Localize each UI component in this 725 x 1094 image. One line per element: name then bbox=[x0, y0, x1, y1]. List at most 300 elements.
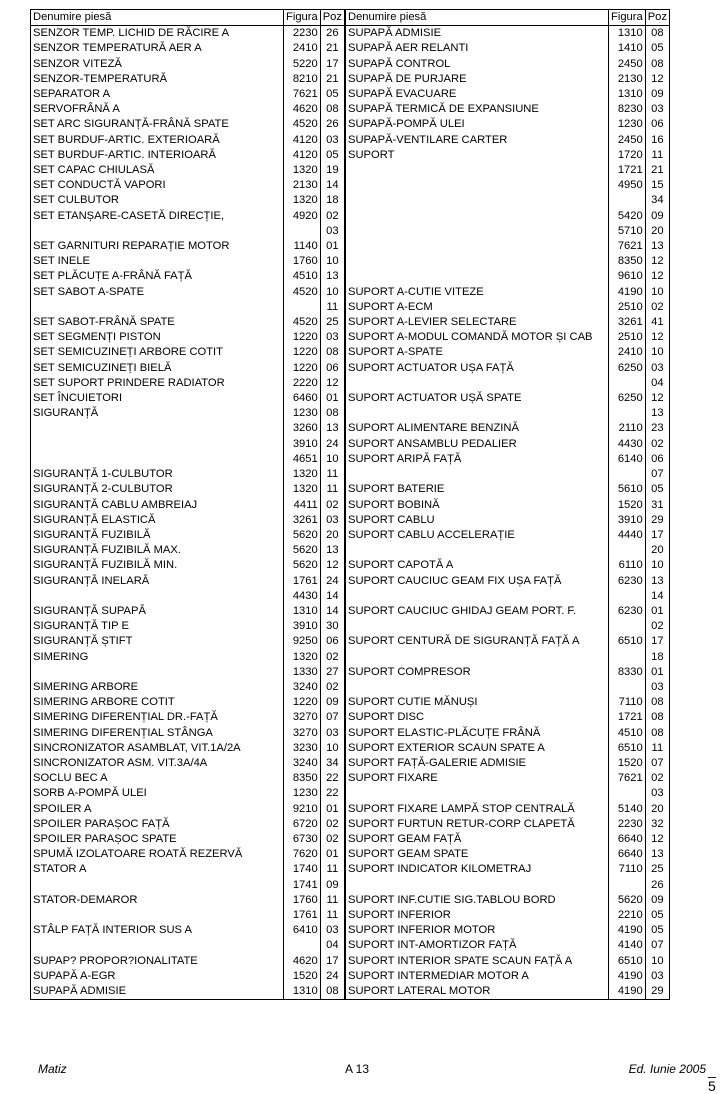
position-number-right: 02 bbox=[651, 437, 664, 450]
figure-number-right: 4950 bbox=[609, 178, 646, 193]
part-name bbox=[31, 300, 284, 315]
table-row bbox=[31, 26, 670, 42]
table-row bbox=[31, 817, 670, 832]
position-number-right: 08 bbox=[651, 27, 664, 40]
part-name: SIGURANȚĂ FUZIBILĂ MAX. bbox=[31, 543, 284, 558]
position-number: 09 bbox=[320, 878, 345, 893]
figure-number-right bbox=[609, 376, 646, 391]
table-row bbox=[31, 102, 670, 117]
position-number-right: 09 bbox=[651, 893, 664, 906]
figure-number bbox=[284, 300, 321, 315]
figure-number: 1320 bbox=[284, 482, 321, 497]
position-number: 02 bbox=[320, 498, 345, 513]
table-row bbox=[31, 832, 670, 847]
table-row bbox=[31, 452, 670, 467]
part-name: SET GARNITURI REPARAȚIE MOTOR bbox=[31, 239, 284, 254]
position-number: 02 bbox=[320, 650, 345, 665]
part-name: SET CULBUTOR bbox=[31, 193, 284, 208]
figure-number-right: 2110 bbox=[609, 421, 646, 436]
table-header-row bbox=[31, 10, 670, 26]
figure-number: 1760 bbox=[284, 893, 321, 908]
figure-number-right bbox=[609, 878, 646, 893]
part-name-right: SUPAPĂ-POMPĂ ULEI bbox=[345, 117, 609, 132]
position-number-right: 01 bbox=[651, 665, 664, 678]
position-number-right: 10 bbox=[651, 285, 664, 298]
position-number: 05 bbox=[320, 87, 345, 102]
figure-number-right bbox=[609, 619, 646, 634]
table-row bbox=[31, 984, 670, 1000]
position-number: 34 bbox=[320, 756, 345, 771]
part-name-right bbox=[345, 193, 609, 208]
position-number-right: 08 bbox=[651, 726, 664, 739]
position-number-right: 29 bbox=[651, 985, 664, 997]
position-number-right: 11 bbox=[651, 148, 664, 161]
part-name-right: SUPORT BATERIE bbox=[345, 482, 609, 497]
part-name: SET CONDUCTĂ VAPORI bbox=[31, 178, 284, 193]
position-number-right: 34 bbox=[651, 194, 664, 207]
table-row bbox=[31, 269, 670, 284]
part-name-right bbox=[345, 543, 609, 558]
part-name-right: SUPORT ACTUATOR UȘA FAȚĂ bbox=[345, 361, 609, 376]
part-name-right: SUPORT CAUCIUC GHIDAJ GEAM PORT. F. bbox=[345, 604, 609, 619]
table-row bbox=[31, 878, 670, 893]
figure-number: 1320 bbox=[284, 650, 321, 665]
table-row bbox=[31, 619, 670, 634]
position-number: 01 bbox=[320, 802, 345, 817]
figure-number: 3270 bbox=[284, 710, 321, 725]
position-number: 30 bbox=[320, 619, 345, 634]
table-row bbox=[31, 163, 670, 178]
position-number: 12 bbox=[320, 558, 345, 573]
part-name-right bbox=[345, 254, 609, 269]
table-row bbox=[31, 406, 670, 421]
position-number-right: 05 bbox=[651, 483, 664, 496]
table-row bbox=[31, 513, 670, 528]
part-name-right: SUPAPĂ-VENTILARE CARTER bbox=[345, 133, 609, 148]
page-footer bbox=[30, 1062, 716, 1078]
table-row bbox=[31, 57, 670, 72]
part-name-right: SUPORT A-MODUL COMANDĂ MOTOR ȘI CAB bbox=[345, 330, 609, 345]
position-number: 27 bbox=[320, 665, 345, 680]
figure-number-right: 1720 bbox=[609, 148, 646, 163]
table-row bbox=[31, 315, 670, 330]
position-number: 24 bbox=[320, 574, 345, 589]
part-name: SET ETANȘARE-CASETĂ DIRECȚIE, bbox=[31, 209, 284, 224]
figure-number-right bbox=[609, 786, 646, 801]
part-name: SIGURANȚĂ TIP E bbox=[31, 619, 284, 634]
table-row bbox=[31, 345, 670, 360]
figure-number: 1320 bbox=[284, 163, 321, 178]
table-row bbox=[31, 710, 670, 725]
figure-number-right bbox=[609, 406, 646, 421]
position-number-right: 10 bbox=[651, 559, 664, 572]
table-row bbox=[31, 528, 670, 543]
position-number-right: 20 bbox=[651, 544, 664, 557]
part-name-right: SUPORT CUTIE MĂNUȘI bbox=[345, 695, 609, 710]
figure-number: 1220 bbox=[284, 695, 321, 710]
figure-number: 1230 bbox=[284, 406, 321, 421]
part-name: SINCRONIZATOR ASM. VIT.3A/4A bbox=[31, 756, 284, 771]
table-row bbox=[31, 376, 670, 391]
figure-number: 1320 bbox=[284, 193, 321, 208]
table-row bbox=[31, 437, 670, 452]
position-number: 10 bbox=[320, 254, 345, 269]
part-name-right: SUPORT GEAM FAȚĂ bbox=[345, 832, 609, 847]
part-name-right bbox=[345, 269, 609, 284]
figure-number-right: 2510 bbox=[609, 300, 646, 315]
part-name: SEPARATOR A bbox=[31, 87, 284, 102]
position-number-right: 08 bbox=[651, 711, 664, 724]
footer-model: Matiz bbox=[38, 1062, 67, 1076]
figure-number: 3240 bbox=[284, 680, 321, 695]
position-number: 13 bbox=[320, 269, 345, 284]
position-number-right: 06 bbox=[651, 118, 664, 131]
figure-number: 2130 bbox=[284, 178, 321, 193]
part-name: SIGURANȚĂ bbox=[31, 406, 284, 421]
figure-number: 5620 bbox=[284, 528, 321, 543]
part-name: SENZOR TEMPERATURĂ AER A bbox=[31, 41, 284, 56]
position-number-right: 08 bbox=[651, 57, 664, 70]
position-number-right: 05 bbox=[651, 908, 664, 921]
figure-number: 2230 bbox=[284, 26, 321, 42]
figure-number-right: 6510 bbox=[609, 954, 646, 969]
table-row bbox=[31, 802, 670, 817]
part-name-right: SUPORT INTERIOR SPATE SCAUN FAȚĂ A bbox=[345, 954, 609, 969]
figure-number-right: 1721 bbox=[609, 710, 646, 725]
position-number: 12 bbox=[320, 376, 345, 391]
part-name: SIMERING bbox=[31, 650, 284, 665]
part-name: SINCRONIZATOR ASAMBLAT, VIT.1A/2A bbox=[31, 741, 284, 756]
figure-number: 6730 bbox=[284, 832, 321, 847]
position-number: 05 bbox=[320, 148, 345, 163]
position-number-right: 12 bbox=[651, 72, 664, 85]
figure-number: 4520 bbox=[284, 285, 321, 300]
figure-number: 3240 bbox=[284, 756, 321, 771]
position-number-right: 20 bbox=[651, 224, 664, 237]
position-number-right: 18 bbox=[651, 650, 664, 663]
table-row bbox=[31, 938, 670, 953]
position-number-right: 12 bbox=[651, 270, 664, 283]
part-name-right: SUPORT INT-AMORTIZOR FAȚĂ bbox=[345, 938, 609, 953]
part-name-right: SUPORT ARIPĂ FAȚĂ bbox=[345, 452, 609, 467]
figure-number-right: 5420 bbox=[609, 209, 646, 224]
position-number-right: 32 bbox=[651, 817, 664, 830]
position-number: 03 bbox=[320, 330, 345, 345]
table-row bbox=[31, 178, 670, 193]
part-name-right: SUPAPĂ AER RELANTI bbox=[345, 41, 609, 56]
figure-number-right bbox=[609, 467, 646, 482]
part-name-right: SUPORT GEAM SPATE bbox=[345, 847, 609, 862]
table-row bbox=[31, 634, 670, 649]
figure-number-right: 4190 bbox=[609, 923, 646, 938]
table-row bbox=[31, 224, 670, 239]
figure-number: 3910 bbox=[284, 619, 321, 634]
position-number: 02 bbox=[320, 817, 345, 832]
table-row bbox=[31, 862, 670, 877]
table-row bbox=[31, 589, 670, 604]
part-name-right bbox=[345, 680, 609, 695]
figure-number bbox=[284, 224, 321, 239]
part-name-right: SUPORT LATERAL MOTOR bbox=[345, 984, 609, 1000]
table-row bbox=[31, 650, 670, 665]
figure-number: 9250 bbox=[284, 634, 321, 649]
figure-number: 9210 bbox=[284, 802, 321, 817]
part-name: SORB A-POMPĂ ULEI bbox=[31, 786, 284, 801]
figure-number-right: 7110 bbox=[609, 695, 646, 710]
figure-number: 4120 bbox=[284, 133, 321, 148]
table-row bbox=[31, 285, 670, 300]
figure-number-right: 3261 bbox=[609, 315, 646, 330]
part-name-right: SUPORT INFERIOR bbox=[345, 908, 609, 923]
table-row bbox=[31, 148, 670, 163]
part-name: SET INELE bbox=[31, 254, 284, 269]
figure-number-right: 6640 bbox=[609, 832, 646, 847]
position-number: 08 bbox=[320, 102, 345, 117]
figure-number: 1220 bbox=[284, 361, 321, 376]
position-number: 11 bbox=[320, 908, 345, 923]
table-row bbox=[31, 908, 670, 923]
figure-number-right: 5610 bbox=[609, 482, 646, 497]
figure-number-right: 1520 bbox=[609, 498, 646, 513]
position-number-right: 16 bbox=[651, 133, 664, 146]
position-number: 13 bbox=[320, 543, 345, 558]
part-name-right: SUPORT CABLU bbox=[345, 513, 609, 528]
position-number-right: 03 bbox=[651, 969, 664, 982]
position-number-right: 07 bbox=[651, 939, 664, 952]
part-name-right: SUPORT INDICATOR KILOMETRAJ bbox=[345, 862, 609, 877]
part-name: SIMERING DIFERENȚIAL DR.-FAȚĂ bbox=[31, 710, 284, 725]
table-row bbox=[31, 893, 670, 908]
position-number: 03 bbox=[320, 513, 345, 528]
position-number-right: 17 bbox=[651, 528, 664, 541]
part-name-right: SUPAPĂ TERMICĂ DE EXPANSIUNE bbox=[345, 102, 609, 117]
part-name: SPUMĂ IZOLATOARE ROATĂ REZERVĂ bbox=[31, 847, 284, 862]
table-row bbox=[31, 741, 670, 756]
figure-number-right: 1230 bbox=[609, 117, 646, 132]
part-name-right: SUPORT ANSAMBLU PEDALIER bbox=[345, 437, 609, 452]
position-number-right: 13 bbox=[651, 574, 664, 587]
figure-number bbox=[284, 938, 321, 953]
position-number: 07 bbox=[320, 710, 345, 725]
table-row bbox=[31, 695, 670, 710]
table-row bbox=[31, 847, 670, 862]
figure-number: 2220 bbox=[284, 376, 321, 391]
figure-number: 1520 bbox=[284, 969, 321, 984]
part-name-right bbox=[345, 209, 609, 224]
part-name-right: SUPORT CENTURĂ DE SIGURANȚĂ FAȚĂ A bbox=[345, 634, 609, 649]
position-number-right: 01 bbox=[651, 604, 664, 617]
position-number-right: 09 bbox=[651, 88, 664, 101]
figure-number: 4620 bbox=[284, 102, 321, 117]
position-number: 01 bbox=[320, 391, 345, 406]
position-number: 10 bbox=[320, 741, 345, 756]
part-name-right bbox=[345, 878, 609, 893]
position-number: 17 bbox=[320, 57, 345, 72]
table-row bbox=[31, 558, 670, 573]
table-row bbox=[31, 665, 670, 680]
part-name-right bbox=[345, 178, 609, 193]
position-number-right: 02 bbox=[651, 620, 664, 633]
footer-edition: Ed. Iunie 2005 bbox=[628, 1062, 706, 1076]
position-number-right: 12 bbox=[651, 832, 664, 845]
figure-number-right: 8230 bbox=[609, 102, 646, 117]
part-name-right: SUPORT INTERMEDIAR MOTOR A bbox=[345, 969, 609, 984]
figure-number: 3910 bbox=[284, 437, 321, 452]
table-row bbox=[31, 421, 670, 436]
figure-number: 6460 bbox=[284, 391, 321, 406]
position-number-right: 41 bbox=[651, 316, 664, 329]
figure-number-right: 6250 bbox=[609, 391, 646, 406]
table-row bbox=[31, 543, 670, 558]
header-figure: Figura bbox=[284, 10, 321, 26]
figure-number-right: 7621 bbox=[609, 239, 646, 254]
figure-number-right: 6640 bbox=[609, 847, 646, 862]
table-row bbox=[31, 133, 670, 148]
part-name-right bbox=[345, 406, 609, 421]
figure-number-right: 3910 bbox=[609, 513, 646, 528]
part-name-right: SUPORT FURTUN RETUR-CORP CLAPETĂ bbox=[345, 817, 609, 832]
header-position: Poz bbox=[320, 10, 345, 26]
figure-number: 8210 bbox=[284, 72, 321, 87]
part-name-right: SUPORT CABLU ACCELERAȚIE bbox=[345, 528, 609, 543]
part-name: SET SEMICUZINEȚI BIELĂ bbox=[31, 361, 284, 376]
position-number-right: 04 bbox=[651, 376, 664, 389]
table-row bbox=[31, 498, 670, 513]
figure-number: 1220 bbox=[284, 330, 321, 345]
part-name-right: SUPORT EXTERIOR SCAUN SPATE A bbox=[345, 741, 609, 756]
figure-number: 1140 bbox=[284, 239, 321, 254]
part-name-right: SUPORT ALIMENTARE BENZINĂ bbox=[345, 421, 609, 436]
position-number-right: 10 bbox=[651, 954, 664, 967]
position-number: 02 bbox=[320, 680, 345, 695]
position-number: 18 bbox=[320, 193, 345, 208]
figure-number: 1230 bbox=[284, 786, 321, 801]
position-number: 20 bbox=[320, 528, 345, 543]
position-number: 14 bbox=[320, 589, 345, 604]
figure-number-right: 6510 bbox=[609, 741, 646, 756]
figure-number-right: 2230 bbox=[609, 817, 646, 832]
position-number-right: 21 bbox=[651, 164, 664, 177]
figure-number-right: 1310 bbox=[609, 87, 646, 102]
position-number-right: 13 bbox=[651, 240, 664, 253]
table-row bbox=[31, 923, 670, 938]
figure-number: 4920 bbox=[284, 209, 321, 224]
figure-number: 4620 bbox=[284, 954, 321, 969]
table-row bbox=[31, 726, 670, 741]
figure-number: 5620 bbox=[284, 558, 321, 573]
position-number-right: 10 bbox=[651, 346, 664, 359]
position-number: 19 bbox=[320, 163, 345, 178]
position-number: 02 bbox=[320, 832, 345, 847]
corner-mark: _ 5 bbox=[708, 1062, 716, 1094]
part-name-right: SUPORT INFERIOR MOTOR bbox=[345, 923, 609, 938]
table-row bbox=[31, 756, 670, 771]
position-number: 09 bbox=[320, 695, 345, 710]
parts-index-document bbox=[30, 9, 670, 1000]
table-row bbox=[31, 786, 670, 801]
part-name-right bbox=[345, 467, 609, 482]
part-name-right: SUPORT FIXARE bbox=[345, 771, 609, 786]
part-name: SIMERING ARBORE bbox=[31, 680, 284, 695]
position-number-right: 29 bbox=[651, 513, 664, 526]
part-name: SIGURANȚĂ 2-CULBUTOR bbox=[31, 482, 284, 497]
figure-number: 6720 bbox=[284, 817, 321, 832]
figure-number-right: 4430 bbox=[609, 437, 646, 452]
part-name: SIGURANȚĂ CABLU AMBREIAJ bbox=[31, 498, 284, 513]
part-name: SIGURANȚĂ ȘTIFT bbox=[31, 634, 284, 649]
position-number-right: 02 bbox=[651, 300, 664, 313]
position-number-right: 03 bbox=[651, 103, 664, 116]
figure-number-right: 6140 bbox=[609, 452, 646, 467]
part-name: SUPAPĂ A-EGR bbox=[31, 969, 284, 984]
position-number-right: 03 bbox=[651, 680, 664, 693]
part-name: SET ARC SIGURANȚĂ-FRÂNĂ SPATE bbox=[31, 117, 284, 132]
position-number: 11 bbox=[320, 467, 345, 482]
position-number: 17 bbox=[320, 954, 345, 969]
position-number-right: 07 bbox=[651, 468, 664, 481]
part-name: SET BURDUF-ARTIC. INTERIOARĂ bbox=[31, 148, 284, 163]
table-row bbox=[31, 193, 670, 208]
table-row bbox=[31, 330, 670, 345]
part-name-right: SUPORT CAUCIUC GEAM FIX UȘA FAȚĂ bbox=[345, 574, 609, 589]
figure-number: 8350 bbox=[284, 771, 321, 786]
figure-number: 3260 bbox=[284, 421, 321, 436]
figure-number-right: 1721 bbox=[609, 163, 646, 178]
part-name-right: SUPORT A-LEVIER SELECTARE bbox=[345, 315, 609, 330]
table-row bbox=[31, 482, 670, 497]
figure-number-right: 5710 bbox=[609, 224, 646, 239]
part-name: SIMERING DIFERENȚIAL STÂNGA bbox=[31, 726, 284, 741]
figure-number: 1741 bbox=[284, 878, 321, 893]
part-name: SPOILER A bbox=[31, 802, 284, 817]
part-name-right: SUPAPĂ ADMISIE bbox=[345, 26, 609, 42]
part-name: SET BURDUF-ARTIC. EXTERIOARĂ bbox=[31, 133, 284, 148]
part-name: SET CAPAC CHIULASĂ bbox=[31, 163, 284, 178]
figure-number: 1310 bbox=[284, 604, 321, 619]
header-name-right: Denumire piesă bbox=[345, 10, 609, 26]
table-row bbox=[31, 954, 670, 969]
figure-number-right: 4190 bbox=[609, 285, 646, 300]
position-number: 03 bbox=[320, 726, 345, 741]
position-number: 22 bbox=[320, 786, 345, 801]
position-number-right: 23 bbox=[651, 422, 664, 435]
part-name: SPOILER PARAȘOC SPATE bbox=[31, 832, 284, 847]
table-row bbox=[31, 209, 670, 224]
figure-number: 1220 bbox=[284, 345, 321, 360]
position-number-right: 03 bbox=[651, 361, 664, 374]
table-row bbox=[31, 680, 670, 695]
figure-number: 3230 bbox=[284, 741, 321, 756]
part-name-right bbox=[345, 619, 609, 634]
position-number: 10 bbox=[320, 285, 345, 300]
footer-page-number: A 13 bbox=[345, 1062, 370, 1076]
part-name-right: SUPORT A-ECM bbox=[345, 300, 609, 315]
part-name-right: SUPORT bbox=[345, 148, 609, 163]
figure-number: 4411 bbox=[284, 498, 321, 513]
part-name-right bbox=[345, 239, 609, 254]
position-number: 03 bbox=[320, 133, 345, 148]
table-row bbox=[31, 361, 670, 376]
figure-number: 7621 bbox=[284, 87, 321, 102]
position-number: 03 bbox=[320, 923, 345, 938]
part-name bbox=[31, 437, 284, 452]
position-number: 11 bbox=[320, 300, 345, 315]
position-number: 21 bbox=[320, 41, 345, 56]
part-name-right: SUPORT BOBINĂ bbox=[345, 498, 609, 513]
figure-number: 4120 bbox=[284, 148, 321, 163]
figure-number: 1310 bbox=[284, 984, 321, 1000]
figure-number-right: 2210 bbox=[609, 908, 646, 923]
